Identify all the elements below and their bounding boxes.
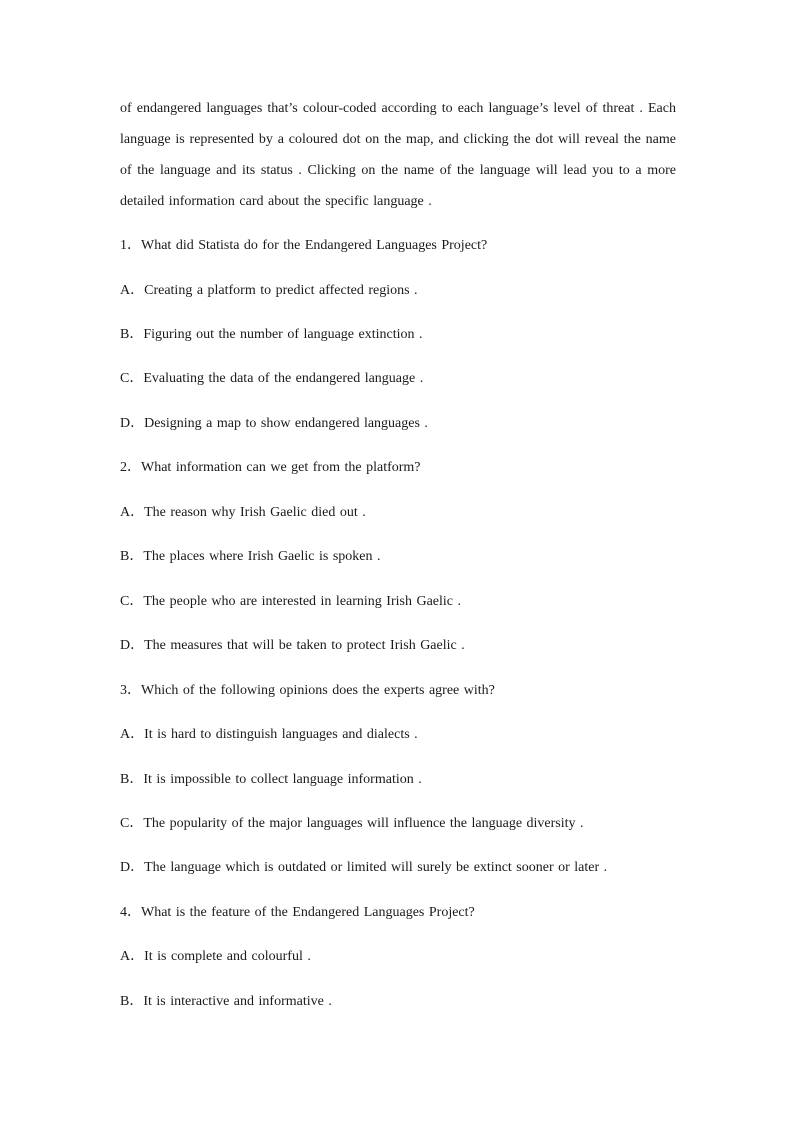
- question-4-stem: 4．What is the feature of the Endangered Languages Project?: [120, 905, 475, 920]
- question-3-stem: 3．Which of the following opinions does the experts agree with?: [120, 683, 495, 698]
- question-1-stem: 1．What did Statista do for the Endangered Languages Project?: [120, 238, 488, 253]
- question-1-option-c: C．Evaluating the data of the endangered language .: [120, 371, 424, 386]
- question-2-stem: 2．What information can we get from the platform?: [120, 460, 421, 475]
- question-2-option-d: D．The measures that will be taken to protect Irish Gaelic .: [120, 638, 465, 653]
- question-4-option-a: A．It is complete and colourful .: [120, 949, 311, 964]
- question-4-option-b: B．It is interactive and informative .: [120, 994, 332, 1009]
- question-1-option-d: D．Designing a map to show endangered languages .: [120, 416, 428, 431]
- question-1-option-b: B．Figuring out the number of language extinction .: [120, 327, 423, 342]
- question-3-option-b: B．It is impossible to collect language information .: [120, 772, 422, 787]
- passage-paragraph: of endangered languages that’s colour-coded according to each language’s level of threat . Each language is represented by a coloured dot on the map, and clicking the dot will reveal the name of the language and its status . Clicking on the name of the language will lead you to a more detailed information card about the specific language .: [120, 101, 676, 209]
- question-3-option-a: A．It is hard to distinguish languages and dialects .: [120, 727, 418, 742]
- question-2-option-b: B．The places where Irish Gaelic is spoken .: [120, 549, 381, 564]
- question-1-option-a: A．Creating a platform to predict affected regions .: [120, 283, 418, 298]
- question-3-option-c: C．The popularity of the major languages will influence the language diversity .: [120, 816, 584, 831]
- question-3-option-d: D．The language which is outdated or limited will surely be extinct sooner or later .: [120, 860, 608, 875]
- question-2-option-c: C．The people who are interested in learning Irish Gaelic .: [120, 594, 461, 609]
- question-2-option-a: A．The reason why Irish Gaelic died out .: [120, 505, 366, 520]
